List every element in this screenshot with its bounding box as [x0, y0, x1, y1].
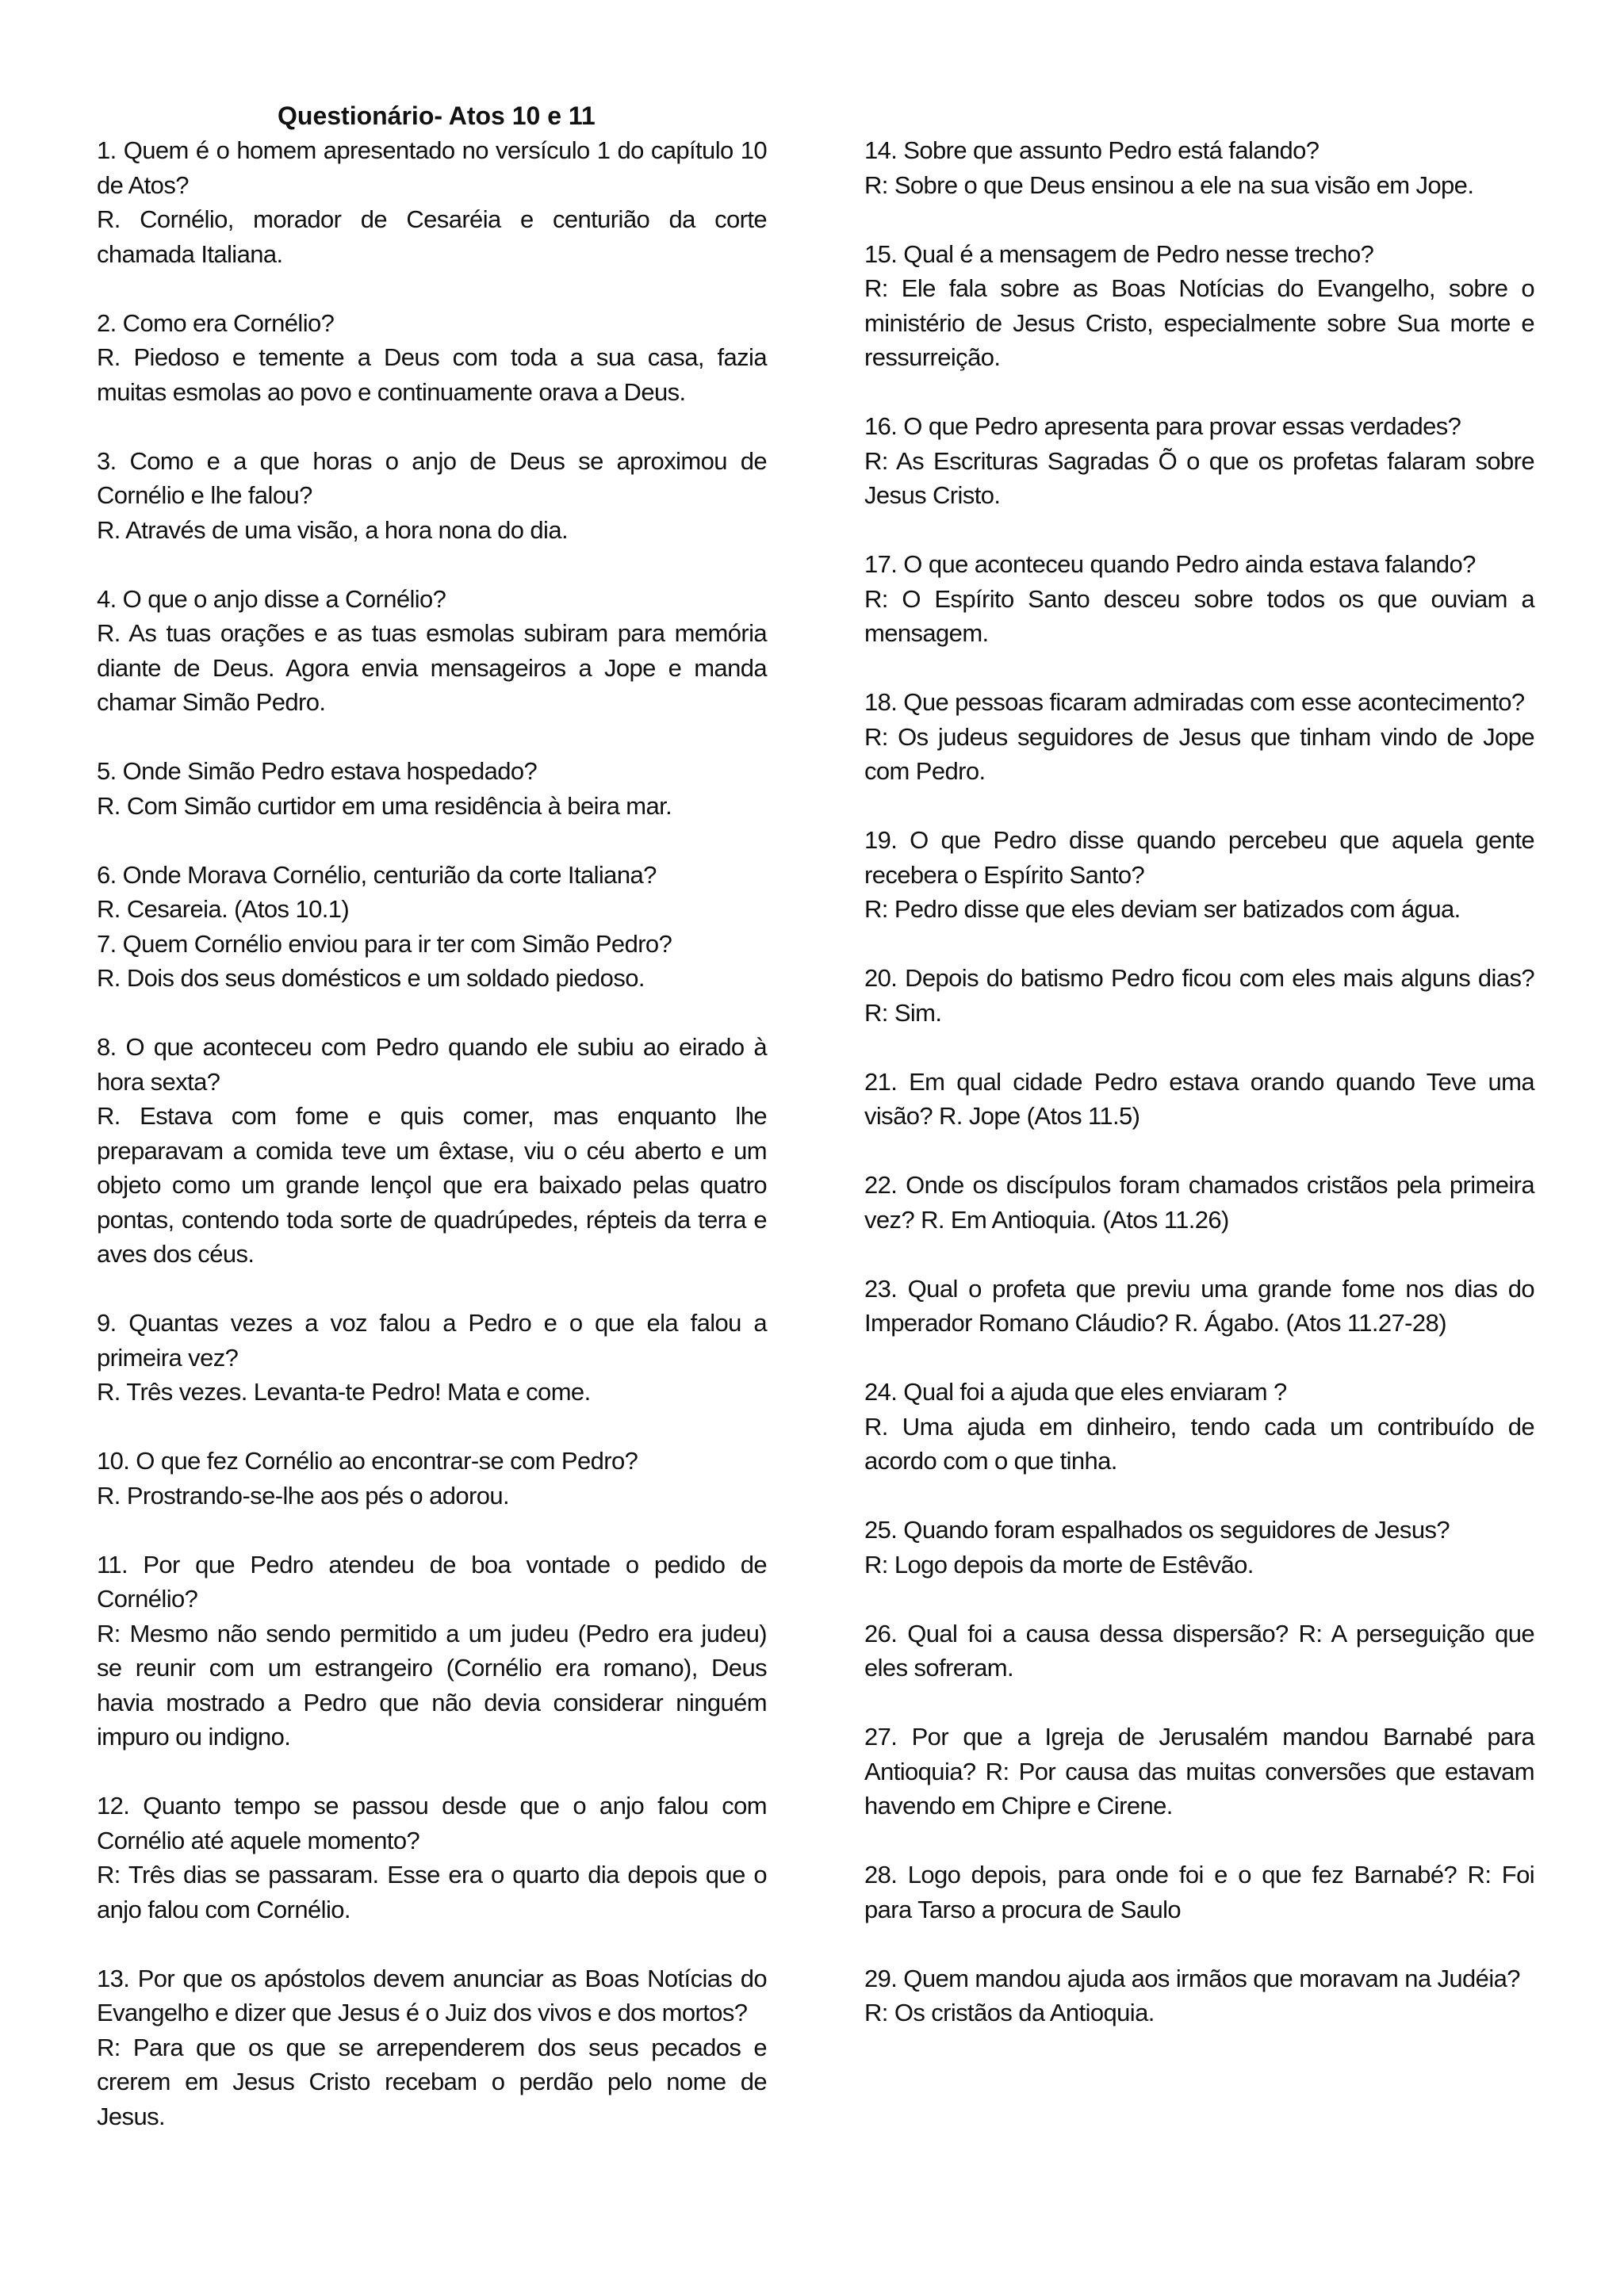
question-block-12 — [97, 1789, 767, 1927]
answer-text: R: Ele fala sobre as Boas Notícias do Evangelho, sobre o ministério de Jesus Cristo, especialmente sobre Sua morte e ressurreição. — [864, 274, 1534, 371]
question-block-17 — [864, 547, 1534, 651]
question-text: 22. Onde os discípulos foram chamados cristãos pela primeira vez? R. Em Antioquia. (Atos 11.26) — [864, 1171, 1534, 1234]
question-text: 13. Por que os apóstolos devem anunciar as Boas Notícias do Evangelho e dizer que Jesus é o Juiz dos vivos e dos mortos? — [97, 1964, 767, 2026]
answer-text: R: O Espírito Santo desceu sobre todos os que ouviam a mensagem. — [864, 584, 1534, 647]
question-text: 19. O que Pedro disse quando percebeu que aquela gente recebera o Espírito Santo? — [864, 826, 1534, 889]
question-block-26 — [864, 1617, 1534, 1686]
question-block-24 — [864, 1375, 1534, 1479]
question-block-20 — [864, 961, 1534, 1030]
answer-text: R: As Escrituras Sagradas Õ o que os profetas falaram sobre Jesus Cristo. — [864, 446, 1534, 509]
answer-text: R: Os judeus seguidores de Jesus que tinham vindo de Jope com Pedro. — [864, 722, 1534, 785]
question-block-22 — [864, 1168, 1534, 1237]
question-text: 27. Por que a Igreja de Jerusalém mandou Barnabé para Antioquia? R: Por causa das muitas conversões que estavam havendo em Chipre e Cirene. — [864, 1723, 1534, 1820]
question-block-6 — [97, 858, 767, 927]
question-block-29 — [864, 1961, 1534, 2030]
answer-text: R: Os cristãos da Antioquia. — [864, 1999, 1155, 2026]
answer-text: R. Estava com fome e quis comer, mas enquanto lhe preparavam a comida teve um êxtase, viu o céu aberto e um objeto como um grande lençol que era baixado pelas quatro pontas, contendo toda sorte de quadrúpedes, répteis da terra e aves dos céus. — [97, 1102, 767, 1268]
answer-text: R. Através de uma visão, a hora nona do dia. — [97, 515, 568, 544]
question-block-2 — [97, 306, 767, 410]
question-text: 18. Que pessoas ficaram admiradas com esse acontecimento? — [864, 688, 1525, 716]
question-text: 3. Como e a que horas o anjo de Deus se aproximou de Cornélio e lhe falou? — [97, 446, 767, 509]
question-block-21 — [864, 1065, 1534, 1134]
question-text: 26. Qual foi a causa dessa dispersão? R: A perseguição que eles sofreram. — [864, 1619, 1534, 1682]
question-block-5 — [97, 754, 767, 823]
question-block-27 — [864, 1720, 1534, 1823]
question-block-10 — [97, 1444, 767, 1513]
question-block-4 — [97, 582, 767, 720]
question-text: 21. Em qual cidade Pedro estava orando quando Teve uma visão? R. Jope (Atos 11.5) — [864, 1067, 1534, 1130]
answer-text: R. Três vezes. Levanta-te Pedro! Mata e come. — [97, 1378, 591, 1406]
question-text: 16. O que Pedro apresenta para provar essas verdades? — [864, 412, 1461, 440]
question-text: 20. Depois do batismo Pedro ficou com eles mais alguns dias? R: Sim. — [864, 964, 1534, 1027]
question-block-15 — [864, 237, 1534, 375]
page-title: Questionário- Atos 10 e 11 — [278, 101, 596, 130]
question-block-8 — [97, 1030, 767, 1272]
question-text: 1. Quem é o homem apresentado no versículo 1 do capítulo 10 de Atos? — [97, 136, 767, 199]
answer-text: R: Mesmo não sendo permitido a um judeu (Pedro era judeu) se reunir com um estrangeiro (Cornélio era romano), Deus havia mostrado a Pedro que não devia considerar ninguém impuro ou indigno. — [97, 1619, 767, 1751]
question-text: 8. O que aconteceu com Pedro quando ele subiu ao eirado à hora sexta? — [97, 1033, 767, 1096]
question-block-16 — [864, 409, 1534, 513]
question-text: 29. Quem mandou ajuda aos irmãos que moravam na Judéia? — [864, 1964, 1520, 1992]
question-text: 4. O que o anjo disse a Cornélio? — [97, 584, 446, 613]
right-column — [864, 133, 1534, 2030]
answer-text: R. Piedoso e temente a Deus com toda a sua casa, fazia muitas esmolas ao povo e continuamente orava a Deus. — [97, 343, 767, 406]
question-text: 12. Quanto tempo se passou desde que o anjo falou com Cornélio até aquele momento? — [97, 1792, 767, 1854]
answer-text: R. Cesareia. (Atos 10.1) — [97, 895, 350, 923]
question-text: 7. Quem Cornélio enviou para ir ter com Simão Pedro? — [97, 929, 672, 958]
question-text: 2. Como era Cornélio? — [97, 308, 335, 337]
question-text: 17. O que aconteceu quando Pedro ainda estava falando? — [864, 550, 1476, 578]
question-block-3 — [97, 444, 767, 548]
left-column — [97, 133, 767, 2133]
question-block-25 — [864, 1513, 1534, 1582]
question-text: 5. Onde Simão Pedro estava hospedado? — [97, 757, 538, 785]
question-block-18 — [864, 685, 1534, 789]
question-block-23 — [864, 1272, 1534, 1341]
question-text: 23. Qual o profeta que previu uma grande fome nos dias do Imperador Romano Cláudio? R. Ágabo. (Atos 11.27-28) — [864, 1274, 1534, 1337]
question-text: 11. Por que Pedro atendeu de boa vontade o pedido de Cornélio? — [97, 1550, 767, 1613]
answer-text: R: Sobre o que Deus ensinou a ele na sua visão em Jope. — [864, 170, 1474, 199]
answer-text: R: Pedro disse que eles deviam ser batizados com água. — [864, 895, 1461, 923]
question-text: 15. Qual é a mensagem de Pedro nesse trecho? — [864, 239, 1374, 268]
answer-text: R. Prostrando-se-lhe aos pés o adorou. — [97, 1481, 510, 1510]
answer-text: R: Para que os que se arrependerem dos seus pecados e crerem em Jesus Cristo recebam o perdão pelo nome de Jesus. — [97, 2033, 767, 2130]
answer-text: R. Uma ajuda em dinheiro, tendo cada um contribuído de acordo com o que tinha. — [864, 1412, 1534, 1475]
answer-text: R: Três dias se passaram. Esse era o quarto dia depois que o anjo falou com Cornélio. — [97, 1861, 767, 1923]
question-block-19 — [864, 823, 1534, 927]
question-text: 9. Quantas vezes a voz falou a Pedro e o que ela falou a primeira vez? — [97, 1309, 767, 1372]
answer-text: R. Com Simão curtidor em uma residência à beira mar. — [97, 791, 672, 820]
question-block-9 — [97, 1306, 767, 1410]
question-block-11 — [97, 1548, 767, 1755]
question-text: 25. Quando foram espalhados os seguidores de Jesus? — [864, 1516, 1450, 1544]
question-block-13 — [97, 1961, 767, 2134]
answer-text: R. Dois dos seus domésticos e um soldado piedoso. — [97, 964, 645, 992]
question-block-1 — [97, 133, 767, 271]
question-block-28 — [864, 1858, 1534, 1927]
question-text: 6. Onde Morava Cornélio, centurião da corte Italiana? — [97, 860, 657, 889]
question-text: 24. Qual foi a ajuda que eles enviaram ? — [864, 1378, 1287, 1406]
question-block-14 — [864, 133, 1534, 202]
question-text: 14. Sobre que assunto Pedro está falando? — [864, 136, 1320, 164]
answer-text: R. Cornélio, morador de Cesaréia e centurião da corte chamada Italiana. — [97, 205, 767, 268]
question-text: 28. Logo depois, para onde foi e o que fez Barnabé? R: Foi para Tarso a procura de Saulo — [864, 1861, 1534, 1923]
answer-text: R: Logo depois da morte de Estêvão. — [864, 1550, 1254, 1578]
answer-text: R. As tuas orações e as tuas esmolas subiram para memória diante de Deus. Agora envia mensageiros a Jope e manda chamar Simão Pedro. — [97, 619, 767, 716]
question-text: 10. O que fez Cornélio ao encontrar-se com Pedro? — [97, 1447, 638, 1475]
question-block-7 — [97, 927, 767, 996]
